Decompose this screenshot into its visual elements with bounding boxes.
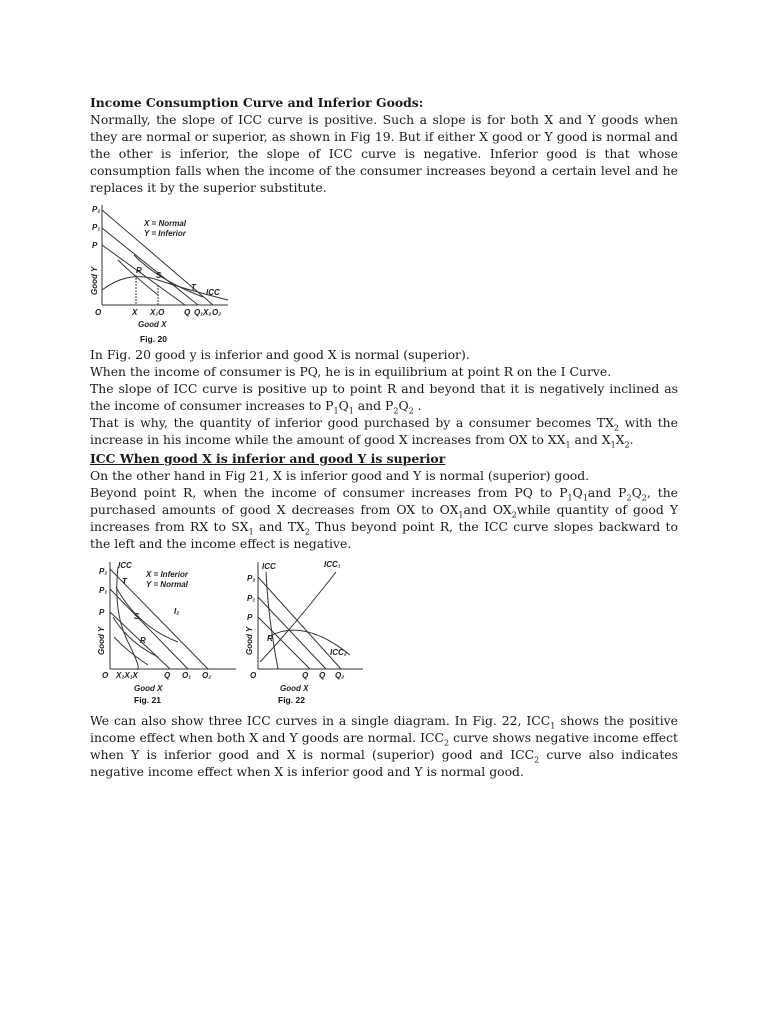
section-heading: ICC When good X is inferior and good Y is superior: [90, 451, 446, 466]
x-axis-label: Good X: [134, 684, 163, 693]
icc-curve: [266, 572, 278, 669]
fig-caption: Fig. 22: [278, 695, 305, 705]
label-q2: O₂: [202, 671, 212, 680]
label-s: S: [134, 612, 140, 621]
figure-22: [238, 557, 368, 707]
label-p: P: [247, 613, 253, 622]
fig-caption: Fig. 20: [140, 334, 167, 344]
label-t: T: [191, 283, 196, 292]
label-x1o: X₁O: [150, 308, 165, 317]
intro-paragraph: Normally, the slope of ICC curve is positive. Such a slope is for both X and Y goods when they are normal or superior, as shown in Fig 19. But if either X good or Y good is normal and the other is inferior, the slope of ICC curve is negative. Inferior good is that whose consumption falls when the income of the consumer increases beyond a certain level and he replaces it by the superior substitute.: [90, 112, 678, 195]
label-r: R: [267, 634, 273, 643]
label-origin: O: [102, 671, 109, 680]
label-q1: Q: [319, 671, 326, 680]
section-heading: Income Consumption Curve and Inferior Goods:: [90, 95, 424, 110]
legend-x: X = Normal: [144, 219, 187, 228]
y-axis-label: Good Y: [97, 626, 106, 655]
closing-paragraph: We can also show three ICC curves in a single diagram. In Fig. 22, $ICC_1$ shows the positive income effect when both X and Y goods are normal. $ICC_2$ curve shows negative income effect when Y is inferior good and X is normal (superior) good and $ICC_2$ curve also indicates negative income effect when X is inferior good and Y is normal good.: [90, 713, 679, 779]
fig-caption: Fig. 21: [134, 695, 161, 705]
label-icc: ICC: [118, 561, 132, 570]
label-t: T: [122, 577, 127, 586]
y-axis-label: Good Y: [245, 626, 254, 655]
label-origin: O: [250, 671, 257, 680]
label-origin: O: [95, 308, 102, 317]
legend-x: X = Inferior: [146, 570, 189, 579]
x-axis-label: Good X: [138, 320, 167, 329]
label-icc2: ICC₂: [330, 648, 347, 657]
label-q1: Q₁X₂: [194, 308, 212, 317]
budget-line-p1: [102, 228, 198, 305]
fig21-description: Beyond point R, when the income of consumer increases from PQ to $P_1Q_1and$ $P_2Q_2$, the purchased amounts of good X decreases from OX to $OX_1and$ $OX_2while$ quantity of good Y increases from RX to $SX_1$ and $TX_2$ Thus beyond point R, the ICC curve slopes backward to the left and the income effect is negative.: [90, 485, 679, 551]
label-icc: ICC: [206, 288, 220, 297]
label-q: Q: [184, 308, 191, 317]
text-line: The slope of ICC curve is positive up to point R and beyond that it is negatively inclined as the income of consumer increases to $P_1Q_1$ and $P_2Q_2$ .: [90, 381, 678, 416]
label-p1: P₁: [247, 594, 256, 603]
budget-line-p: [102, 245, 185, 305]
label-q: Q: [302, 671, 309, 680]
label-r: R: [136, 266, 142, 275]
icc1-curve: [260, 572, 336, 662]
label-icc1: ICC₁: [324, 560, 341, 569]
label-p2: P₂: [99, 567, 108, 576]
label-q1: O₁: [182, 671, 192, 680]
label-p: P: [92, 241, 98, 250]
label-p2: P₂: [92, 205, 101, 214]
label-q2: Q₂: [335, 671, 345, 680]
label-icc: ICC: [262, 562, 276, 571]
label-r: R: [140, 636, 146, 645]
label-i2: I₂: [174, 607, 180, 616]
figure-20: [88, 200, 238, 345]
budget-line-p1: [258, 597, 326, 669]
legend-y: Y = Inferior: [144, 229, 186, 238]
x-axis-label: Good X: [280, 684, 309, 693]
label-xs: X₂X₁X: [116, 671, 138, 680]
label-p2: P₂: [247, 574, 256, 583]
y-axis-label: Good Y: [90, 266, 99, 295]
text-line: That is why, the quantity of inferior good purchased by a consumer becomes $TX_2$ with the increase in his income while the amount of good X increases from OX to $XX_1$ and $X_1X_2$.: [90, 415, 678, 450]
label-p1: P₁: [99, 586, 108, 595]
label-x: X: [132, 308, 138, 317]
text-line: On the other hand in Fig 21, X is inferior good and Y is normal (superior) good.: [90, 468, 590, 483]
text-line: In Fig. 20 good y is inferior and good X is normal (superior).: [90, 347, 470, 362]
label-p1: P₁: [92, 223, 101, 232]
figure-21: [88, 557, 238, 707]
label-q2: O₂: [212, 308, 222, 317]
label-s: S: [156, 271, 162, 280]
label-q: Q: [164, 671, 171, 680]
text-line: When the income of consumer is PQ, he is in equilibrium at point R on the I Curve.: [90, 364, 612, 379]
label-p: P: [99, 608, 105, 617]
legend-y: Y = Normal: [146, 580, 188, 589]
fig20-description: [90, 346, 678, 448]
